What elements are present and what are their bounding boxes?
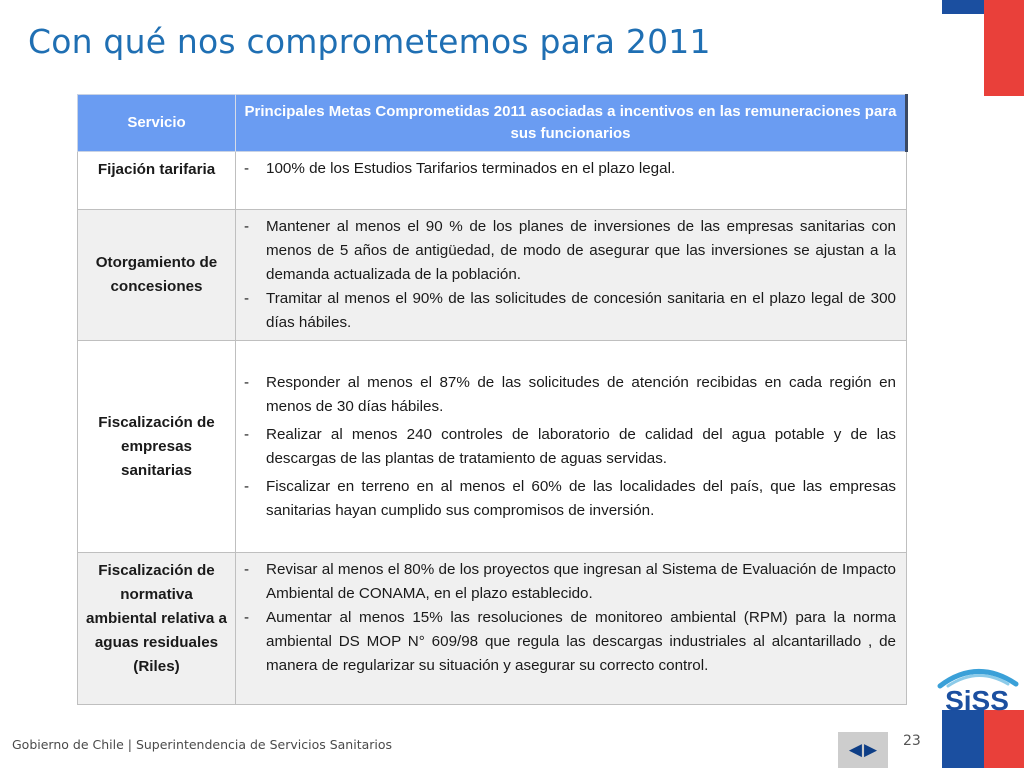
slide-title: Con qué nos comprometemos para 2011	[28, 22, 711, 61]
goal-item: - Responder al menos el 87% de las solicitudes de atención recibidas en cada región en menos de 30 días hábiles.	[244, 373, 896, 415]
page-number: 23	[903, 733, 921, 749]
goal-item: - Realizar al menos 240 controles de laboratorio de calidad del agua potable y de las descargas de las plantas de tratamiento de aguas servidas.	[244, 425, 896, 467]
siss-logo	[932, 660, 1022, 716]
table-row	[78, 210, 907, 341]
flag-decoration-top	[942, 0, 1024, 96]
goals-cell	[236, 152, 907, 210]
previous-arrow-icon[interactable]: ◀	[848, 740, 862, 759]
flag-decoration-bottom	[942, 710, 1024, 768]
service-cell: Fiscalización de normativa ambiental relativa a aguas residuales (Riles)	[78, 553, 236, 705]
goals-cell	[236, 210, 907, 341]
service-cell: Fiscalización de empresas sanitarias	[78, 341, 236, 553]
goals-cell	[236, 341, 907, 553]
header-metas: Principales Metas Comprometidas 2011 asociadas a incentivos en las remuneraciones para sus funcionarios	[236, 95, 907, 152]
table-header-row	[78, 95, 907, 152]
service-cell: Otorgamiento de concesiones	[78, 210, 236, 341]
goal-item: - 100% de los Estudios Tarifarios terminados en el plazo legal.	[244, 160, 676, 177]
goal-item: - Aumentar al menos 15% las resoluciones de monitoreo ambiental (RPM) para la norma ambiental DS MOP N° 609/98 que regula las descargas industriales al alcantarillado , de manera de regularizar su situación y asegurar su correcto control.	[244, 609, 896, 674]
goals-table	[77, 94, 908, 705]
goal-item: - Mantener al menos el 90 % de los planes de inversiones de las empresas sanitarias con menos de 5 años de antigüedad, de modo de asegurar que las inversiones se ajustan a la demanda actualizada de la población.	[244, 218, 896, 283]
footer-text: Gobierno de Chile | Superintendencia de Servicios Sanitarios	[12, 737, 393, 752]
slide-nav	[838, 732, 888, 768]
table-row	[78, 341, 907, 553]
table-row	[78, 152, 907, 210]
goals-cell	[236, 553, 907, 705]
goal-item: - Revisar al menos el 80% de los proyectos que ingresan al Sistema de Evaluación de Impacto Ambiental de CONAMA, en el plazo establecido.	[244, 561, 896, 602]
goal-item: - Tramitar al menos el 90% de las solicitudes de concesión sanitaria en el plazo legal de 300 días hábiles.	[244, 290, 896, 331]
next-arrow-icon[interactable]: ▶	[864, 740, 878, 759]
header-servicio: Servicio	[78, 95, 236, 152]
logo-text: SiSS	[945, 685, 1009, 716]
goal-item: - Fiscalizar en terreno en al menos el 60% de las localidades del país, que las empresas sanitarias hayan cumplido sus compromisos de inversión.	[244, 477, 896, 519]
service-cell: Fijación tarifaria	[78, 152, 236, 210]
table-row	[78, 553, 907, 705]
